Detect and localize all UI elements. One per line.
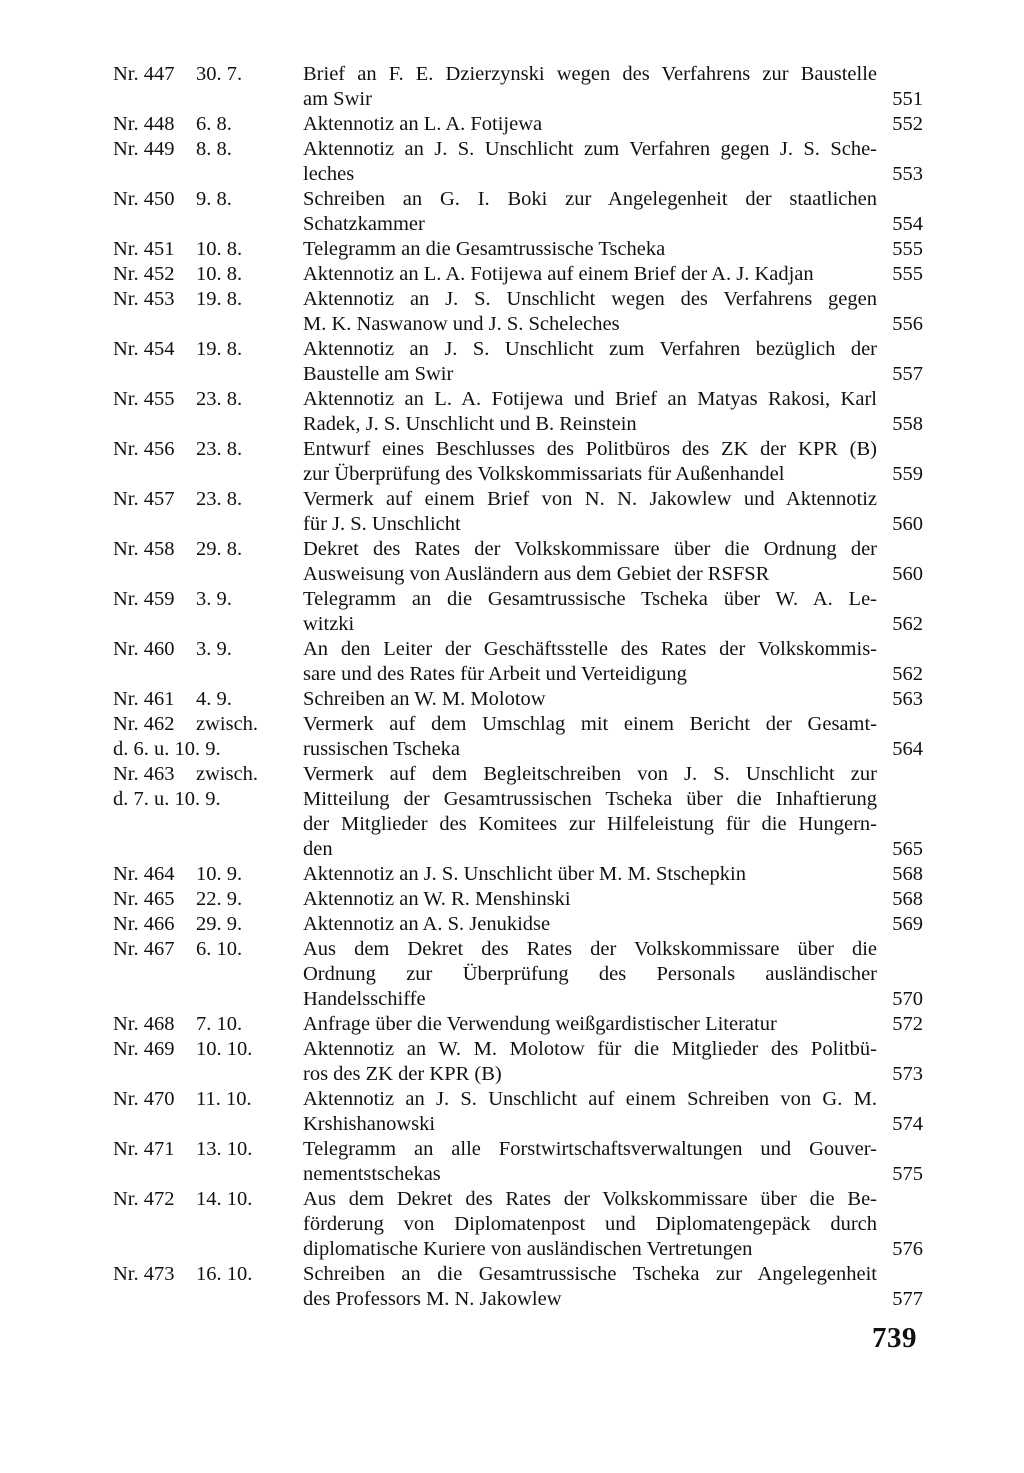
entry-title-line: Aktennotiz an J. S. Unschlicht wegen des Verfahrens gegen [303,288,877,310]
entry-title-line: Aus dem Dekret des Rates der Volkskommissare über die Be- [303,1188,877,1210]
entry-title [303,1037,923,1087]
document-number: Nr. 465 [113,888,175,910]
entry-meta-line [113,712,303,737]
document-number: Nr. 468 [113,1013,175,1035]
document-date: 4. 9. [196,688,232,710]
document-date: 8. 8. [196,138,232,160]
entry-meta-line [113,237,303,262]
entry-meta [113,337,303,387]
entry-meta [113,487,303,537]
toc-entry [113,1012,923,1037]
entry-meta [113,1087,303,1137]
entry-title [303,62,923,112]
entry-page-number: 555 [892,238,923,260]
document-number: Nr. 469 [113,1038,175,1060]
entry-title [303,237,923,262]
entry-meta-line [113,287,303,312]
document-date: 14. 10. [196,1188,253,1210]
entry-page-number: 551 [892,88,923,110]
toc-entry [113,712,923,762]
entry-title [303,262,923,287]
entry-meta-line [113,587,303,612]
entry-title-line: Ordnung zur Überprüfung des Personals ausländischer [303,963,877,985]
entry-title [303,487,923,537]
toc-entry [113,862,923,887]
entry-meta [113,112,303,137]
document-date: zwisch. [196,763,259,785]
document-date: 30. 7. [196,63,243,85]
entry-meta-line [113,262,303,287]
document-date: 10. 9. [196,863,243,885]
entry-title-line: Telegramm an alle Forstwirtschaftsverwaltungen und Gouver- [303,1138,877,1160]
toc-entry [113,637,923,687]
entry-title-line: Aktennotiz an W. R. Menshinski [303,888,571,910]
document-date: 10. 10. [196,1038,253,1060]
entry-meta [113,912,303,937]
entry-meta-line [113,737,303,762]
document-number: Nr. 455 [113,388,175,410]
document-date: 11. 10. [196,1088,252,1110]
entry-page-number: 568 [892,888,923,910]
entry-title-line: Aktennotiz an J. S. Unschlicht zum Verfahren bezüglich der [303,338,877,360]
entry-meta [113,1037,303,1087]
entry-title-line: am Swir [303,88,372,110]
entry-title-line: Mitteilung der Gesamtrussischen Tscheka über die Inhaftierung [303,788,877,810]
document-date: 23. 8. [196,388,243,410]
toc-entry [113,437,923,487]
entry-title-line: Radek, J. S. Unschlicht und B. Reinstein [303,413,637,435]
toc-entry [113,887,923,912]
entry-page-number: 576 [892,1238,923,1260]
document-date: 19. 8. [196,288,243,310]
entry-meta [113,537,303,587]
entry-title-line: Schreiben an G. I. Boki zur Angelegenheit der staatlichen [303,188,877,210]
entry-meta [113,187,303,237]
entry-meta [113,387,303,437]
entry-meta [113,1262,303,1312]
entry-page-number: 564 [892,738,923,760]
entry-page-number: 558 [892,413,923,435]
entry-meta [113,862,303,887]
entry-meta [113,637,303,687]
document-number: Nr. 471 [113,1138,175,1160]
entry-meta [113,712,303,762]
entry-title-line: russischen Tscheka [303,738,461,760]
document-number: Nr. 451 [113,238,175,260]
document-number: Nr. 456 [113,438,175,460]
entry-title-line: witzki [303,613,355,635]
entry-page-number: 559 [892,463,923,485]
document-number: Nr. 452 [113,263,175,285]
document-date: 23. 8. [196,488,243,510]
toc-entry [113,912,923,937]
entry-meta-line [113,112,303,137]
entry-title-line: Entwurf eines Beschlusses des Politbüros des ZK der KPR (B) [303,438,877,460]
document-date: zwisch. [196,713,259,735]
entry-meta-line [113,437,303,462]
document-number: Nr. 453 [113,288,175,310]
entry-title [303,537,923,587]
document-date: 7. 10. [196,1013,243,1035]
toc-entry [113,762,923,862]
toc-entry [113,687,923,712]
entry-meta-line [113,1137,303,1162]
entry-title-line: Aktennotiz an L. A. Fotijewa [303,113,543,135]
entry-page-number: 553 [892,163,923,185]
entry-page-number: 554 [892,213,923,235]
entry-meta-line [113,487,303,512]
entry-meta-line [113,637,303,662]
document-number: Nr. 466 [113,913,175,935]
entry-title-line: Ausweisung von Ausländern aus dem Gebiet der RSFSR [303,563,770,585]
document-date: 19. 8. [196,338,243,360]
document-number: Nr. 447 [113,63,175,85]
document-number: Nr. 464 [113,863,175,885]
entry-page-number: 575 [892,1163,923,1185]
entry-meta-line [113,62,303,87]
toc-entry [113,262,923,287]
entry-meta-line [113,1012,303,1037]
entry-page-number: 569 [892,913,923,935]
entry-title-line: An den Leiter der Geschäftsstelle des Rates der Volkskommis- [303,638,877,660]
entry-title [303,112,923,137]
entry-title [303,1087,923,1137]
entry-title-line: der Mitglieder des Komitees zur Hilfeleistung für die Hungern- [303,813,877,835]
document-date: 29. 8. [196,538,243,560]
document-date: 22. 9. [196,888,243,910]
entry-title [303,137,923,187]
entry-title-line: den [303,838,333,860]
entry-meta [113,1137,303,1187]
entry-title-line: diplomatische Kuriere von ausländischen Vertretungen [303,1238,753,1260]
toc-entry [113,137,923,187]
entry-title-line: förderung von Diplomatenpost und Diplomatengepäck durch [303,1213,877,1235]
entry-meta-line [113,1037,303,1062]
entry-title-line: Aktennotiz an J. S. Unschlicht über M. M. Stschepkin [303,863,746,885]
entry-title [303,187,923,237]
entry-title-line: Aktennotiz an L. A. Fotijewa auf einem Brief der A. J. Kadjan [303,263,814,285]
document-date: 13. 10. [196,1138,253,1160]
entry-meta-line [113,912,303,937]
entry-title-line: für J. S. Unschlicht [303,513,461,535]
entry-title-line: leches [303,163,355,185]
entry-meta-line [113,937,303,962]
entry-meta [113,687,303,712]
entry-meta-line [113,787,303,812]
entry-title-line: Anfrage über die Verwendung weißgardistischer Literatur [303,1013,777,1035]
entry-title [303,287,923,337]
entry-title [303,1137,923,1187]
entry-title-line: Handelsschiffe [303,988,426,1010]
entry-page-number: 565 [892,838,923,860]
entry-title [303,762,923,862]
entry-meta-line [113,387,303,412]
entry-meta [113,62,303,112]
entry-meta [113,287,303,337]
entry-title-line: des Professors M. N. Jakowlew [303,1288,562,1310]
entry-title-line: nementstschekas [303,1163,441,1185]
document-number: Nr. 463 [113,763,175,785]
toc-entry [113,187,923,237]
entry-meta [113,587,303,637]
entry-title [303,912,923,937]
toc-entry [113,1187,923,1262]
entry-meta [113,137,303,187]
document-number: Nr. 458 [113,538,175,560]
document-number: Nr. 462 [113,713,175,735]
entry-page-number: 562 [892,663,923,685]
entry-title [303,637,923,687]
entry-page-number: 563 [892,688,923,710]
entry-title-line: Schatzkammer [303,213,425,235]
entry-title [303,862,923,887]
entry-meta-line [113,887,303,912]
entry-title-line: Krshishanowski [303,1113,436,1135]
document-number: Nr. 461 [113,688,175,710]
document-number: Nr. 473 [113,1263,175,1285]
entry-page-number: 555 [892,263,923,285]
toc-entry [113,487,923,537]
document-date: 9. 8. [196,188,232,210]
document-number: Nr. 450 [113,188,175,210]
entry-title-line: Aktennotiz an W. M. Molotow für die Mitglieder des Politbü- [303,1038,877,1060]
page-number: 739 [872,1322,917,1354]
entry-title-line: Aktennotiz an A. S. Jenukidse [303,913,551,935]
toc-entry [113,1037,923,1087]
document-date: d. 6. u. 10. 9. [113,738,221,760]
document-date: d. 7. u. 10. 9. [113,788,221,810]
entry-title [303,387,923,437]
document-number: Nr. 467 [113,938,175,960]
entry-title-line: Aktennotiz an J. S. Unschlicht zum Verfahren gegen J. S. Sche- [303,138,877,160]
entry-meta [113,887,303,912]
document-date: 16. 10. [196,1263,253,1285]
document-date: 3. 9. [196,588,232,610]
entry-meta-line [113,1087,303,1112]
toc-entry [113,112,923,137]
entry-meta [113,1187,303,1262]
toc-entry [113,1087,923,1137]
entry-page-number: 574 [892,1113,923,1135]
entry-meta-line [113,1187,303,1212]
entry-meta-line [113,1262,303,1287]
entry-meta [113,237,303,262]
document-number: Nr. 472 [113,1188,175,1210]
document-number: Nr. 460 [113,638,175,660]
document-date: 6. 8. [196,113,232,135]
entry-title-line: Baustelle am Swir [303,363,454,385]
entry-page-number: 577 [892,1288,923,1310]
entry-meta [113,937,303,1012]
entry-page-number: 560 [892,563,923,585]
toc-entry [113,62,923,112]
document-date: 6. 10. [196,938,243,960]
entry-title-line: Dekret des Rates der Volkskommissare über die Ordnung der [303,538,877,560]
entry-meta-line [113,687,303,712]
toc-entry [113,1262,923,1312]
toc-entry [113,287,923,337]
entry-meta-line [113,862,303,887]
document-date: 10. 8. [196,238,243,260]
entry-meta-line [113,337,303,362]
entry-title-line: Vermerk auf einem Brief von N. N. Jakowlew und Aktennotiz [303,488,877,510]
table-of-contents [113,62,923,1312]
entry-page-number: 568 [892,863,923,885]
entry-page-number: 557 [892,363,923,385]
document-date: 29. 9. [196,913,243,935]
entry-meta [113,1012,303,1037]
entry-page-number: 562 [892,613,923,635]
document-number: Nr. 449 [113,138,175,160]
toc-entry [113,537,923,587]
entry-page-number: 552 [892,113,923,135]
entry-page-number: 570 [892,988,923,1010]
entry-meta-line [113,762,303,787]
document-number: Nr. 457 [113,488,175,510]
entry-meta [113,262,303,287]
entry-meta-line [113,537,303,562]
entry-title [303,1262,923,1312]
entry-meta [113,437,303,487]
entry-title [303,1187,923,1262]
document-date: 23. 8. [196,438,243,460]
entry-title-line: Telegramm an die Gesamtrussische Tscheka über W. A. Le- [303,588,877,610]
entry-title-line: Schreiben an die Gesamtrussische Tscheka zur Angelegenheit [303,1263,877,1285]
entry-title-line: zur Überprüfung des Volkskommissariats für Außenhandel [303,463,785,485]
toc-entry [113,237,923,262]
document-number: Nr. 459 [113,588,175,610]
entry-title [303,437,923,487]
entry-page-number: 572 [892,1013,923,1035]
entry-title [303,1012,923,1037]
entry-title [303,687,923,712]
entry-title [303,587,923,637]
entry-page-number: 556 [892,313,923,335]
toc-entry [113,587,923,637]
document-date: 3. 9. [196,638,232,660]
entry-meta-line [113,137,303,162]
entry-meta [113,762,303,862]
entry-title-line: ros des ZK der KPR (B) [303,1063,502,1085]
document-number: Nr. 448 [113,113,175,135]
toc-entry [113,937,923,1012]
entry-title [303,337,923,387]
entry-title-line: Vermerk auf dem Begleitschreiben von J. S. Unschlicht zur [303,763,877,785]
entry-title-line: Brief an F. E. Dzierzynski wegen des Verfahrens zur Baustelle [303,63,877,85]
entry-page-number: 560 [892,513,923,535]
entry-title-line: Schreiben an W. M. Molotow [303,688,546,710]
entry-title [303,937,923,1012]
entry-title-line: sare und des Rates für Arbeit und Verteidigung [303,663,687,685]
entry-title-line: Vermerk auf dem Umschlag mit einem Bericht der Gesamt- [303,713,877,735]
entry-title-line: Aus dem Dekret des Rates der Volkskommissare über die [303,938,877,960]
toc-entry [113,337,923,387]
document-number: Nr. 454 [113,338,175,360]
toc-entry [113,1137,923,1187]
entry-title-line: Aktennotiz an L. A. Fotijewa und Brief an Matyas Rakosi, Karl [303,388,877,410]
toc-entry [113,387,923,437]
document-number: Nr. 470 [113,1088,175,1110]
entry-title-line: M. K. Naswanow und J. S. Scheleches [303,313,620,335]
entry-title [303,887,923,912]
entry-title-line: Aktennotiz an J. S. Unschlicht auf einem Schreiben von G. M. [303,1088,877,1110]
document-date: 10. 8. [196,263,243,285]
entry-meta-line [113,187,303,212]
entry-title [303,712,923,762]
entry-page-number: 573 [892,1063,923,1085]
entry-title-line: Telegramm an die Gesamtrussische Tscheka [303,238,666,260]
